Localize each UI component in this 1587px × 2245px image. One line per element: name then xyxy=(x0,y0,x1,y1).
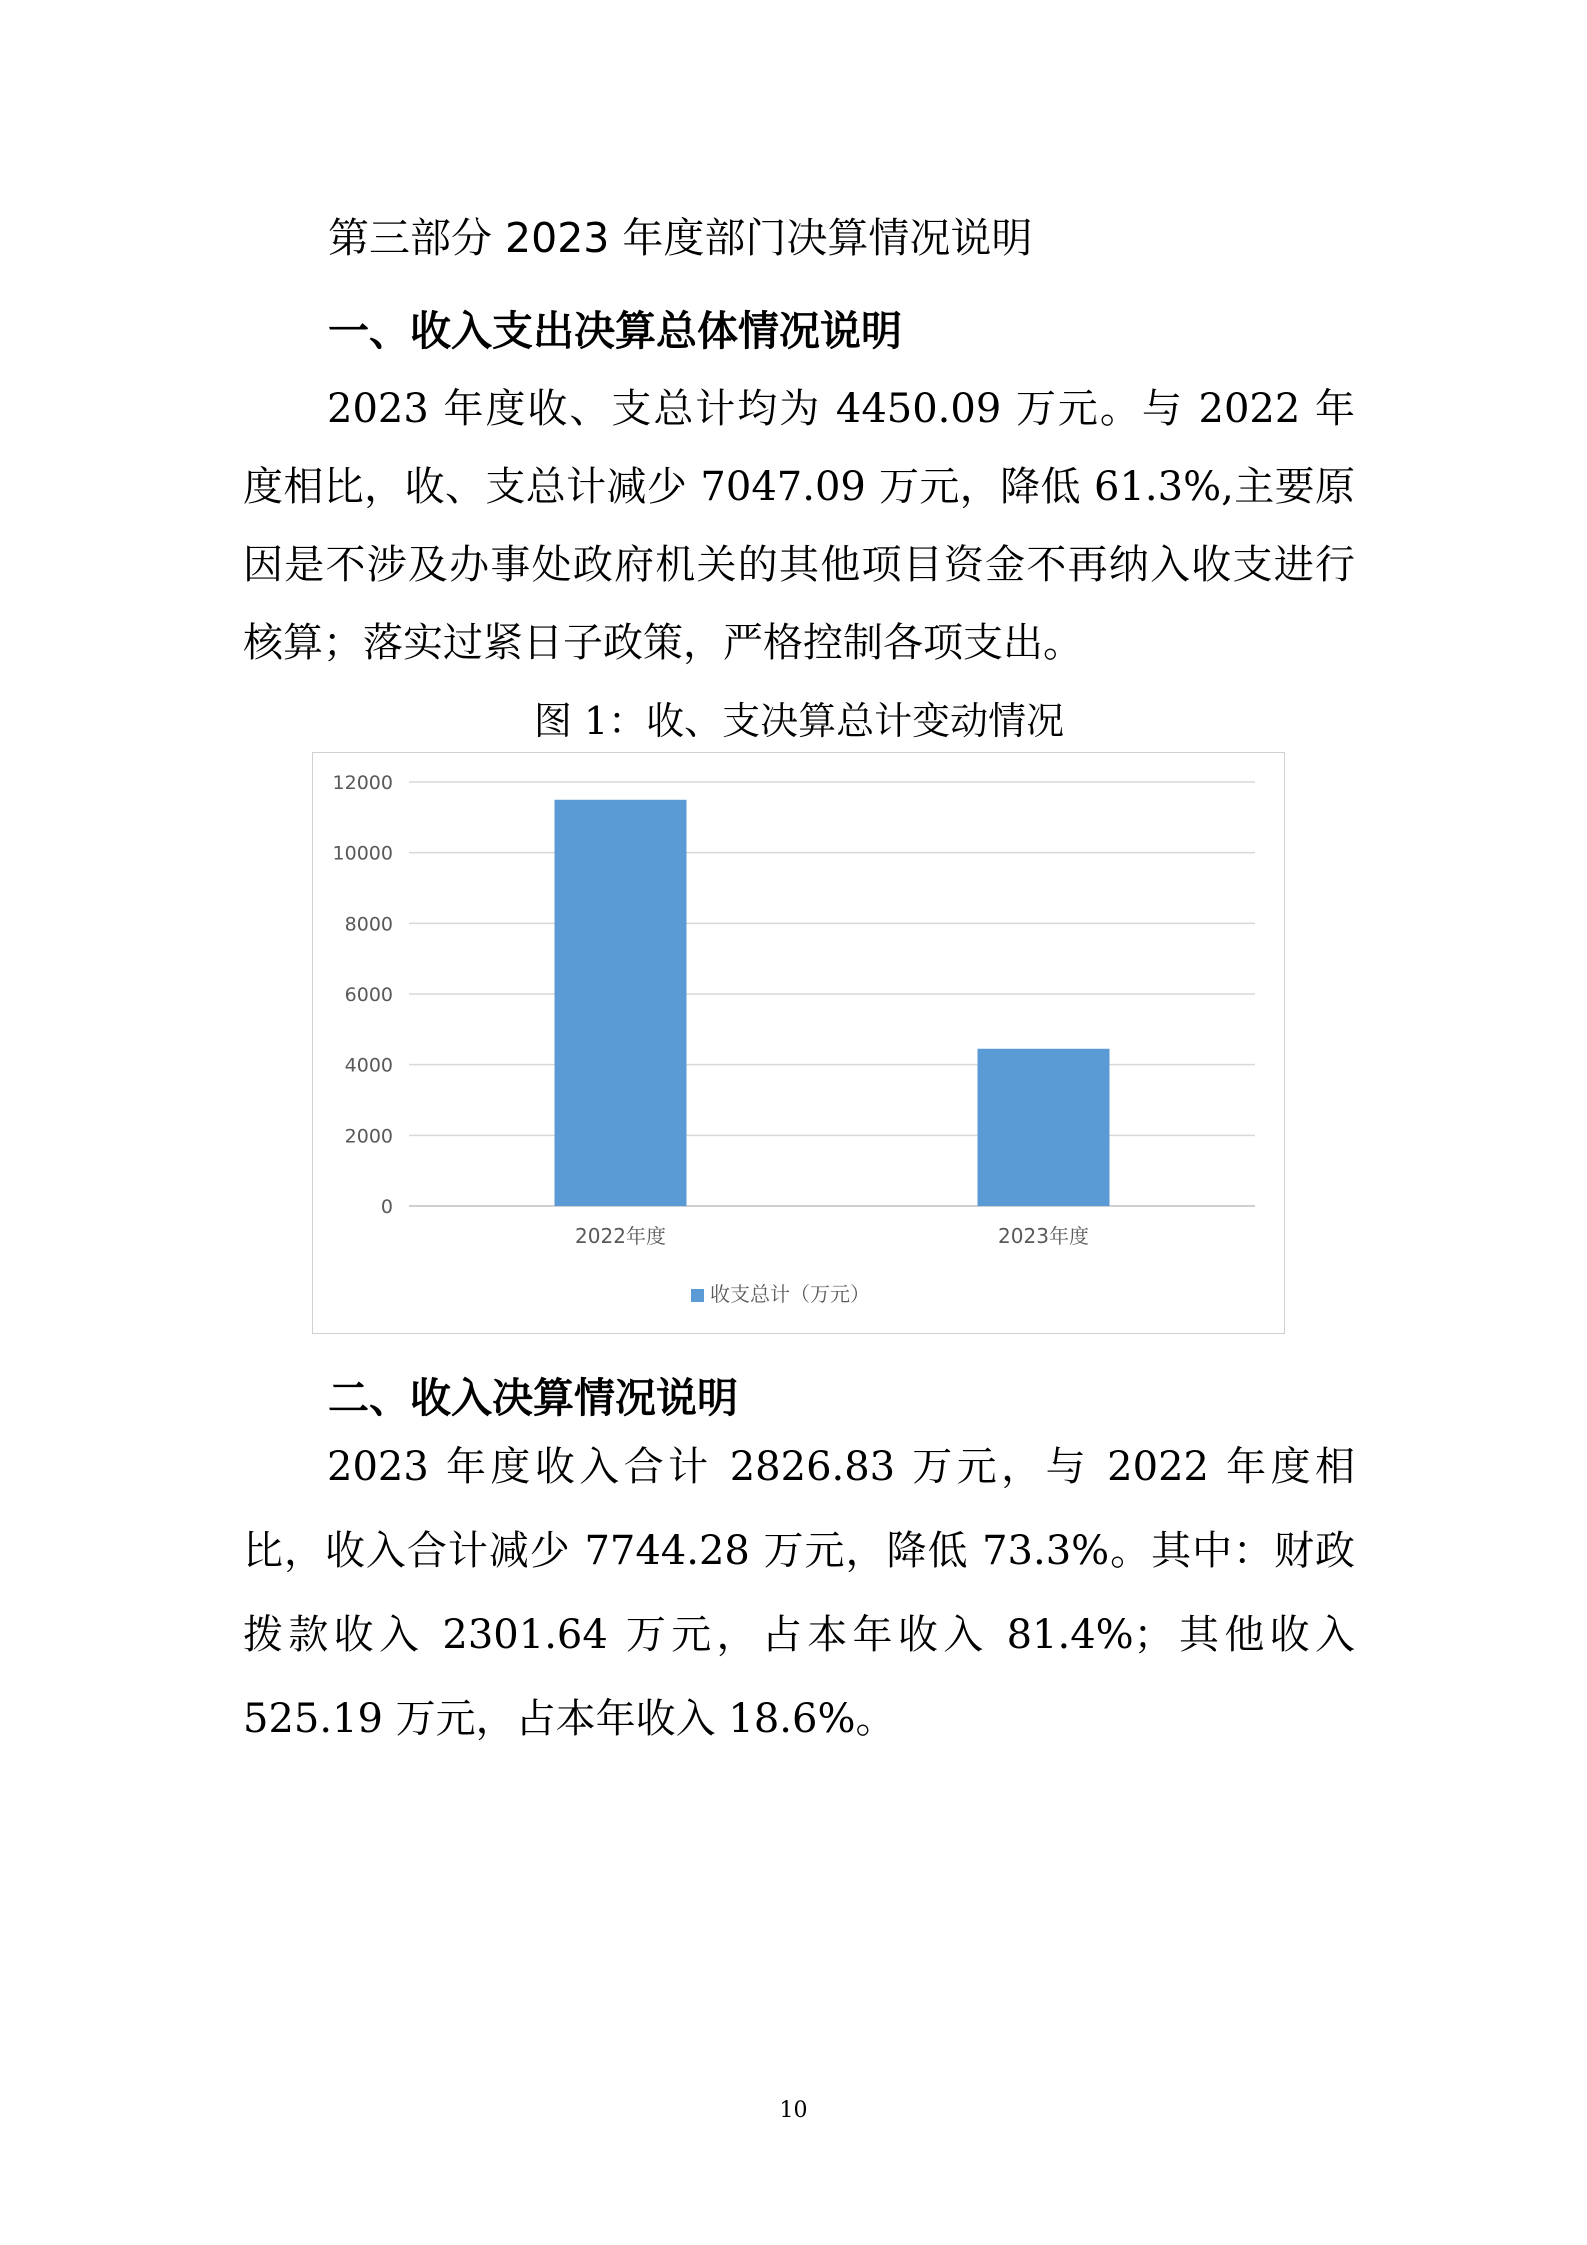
y-tick-label: 6000 xyxy=(344,984,393,1006)
section1-paragraph xyxy=(243,370,1355,682)
figure-caption: 图 1：收、支决算总计变动情况 xyxy=(533,699,1065,743)
y-tick-label: 8000 xyxy=(344,913,393,936)
bar xyxy=(555,800,687,1206)
bar xyxy=(978,1049,1110,1206)
legend-swatch xyxy=(691,1289,704,1302)
section-heading-income-expense: 一、收入支出决算总体情况说明 xyxy=(328,307,902,355)
section2-paragraph-text: 2023 年度收入合计 2826.83 万元，与 2022 年度相比，收入合计减少 7744.28 万元，降低 73.3%。其中：财政拨款收入 2301.64 万元，占本年收入 81.4%；其他收入 525.19 万元，占本年收入 18.6%。 xyxy=(243,1444,1355,1742)
chart-x-ticks xyxy=(575,1224,1089,1248)
section1-paragraph-text: 2023 年度收、支总计均为 4450.09 万元。与 2022 年度相比，收、支总计减少 7047.09 万元，降低 61.3%,主要原因是不涉及办事处政府机关的其他项目资金不再纳入收支进行核算；落实过紧日子政策，严格控制各项支出。 xyxy=(243,386,1355,666)
y-tick-label: 4000 xyxy=(344,1054,393,1077)
bar-chart-svg xyxy=(313,753,1283,1332)
x-tick-label: 2023年度 xyxy=(998,1224,1089,1248)
part-title: 第三部分 2023 年度部门决算情况说明 xyxy=(328,214,1033,262)
y-tick-label: 2000 xyxy=(344,1125,393,1148)
y-tick-label: 10000 xyxy=(332,842,393,865)
section-heading-income: 二、收入决算情况说明 xyxy=(328,1374,738,1422)
chart-gridlines xyxy=(409,782,1255,1206)
chart-y-ticks xyxy=(333,772,393,1218)
y-tick-label: 12000 xyxy=(332,772,393,794)
chart-bars xyxy=(555,800,1110,1206)
section2-paragraph xyxy=(243,1425,1355,1761)
legend-label: 收支总计（万元） xyxy=(710,1282,870,1306)
page-number: 10 xyxy=(779,2098,808,2123)
x-tick-label: 2022年度 xyxy=(575,1224,666,1248)
y-tick-label: 0 xyxy=(380,1196,393,1218)
chart-legend xyxy=(691,1282,870,1306)
bar-chart xyxy=(312,752,1285,1334)
